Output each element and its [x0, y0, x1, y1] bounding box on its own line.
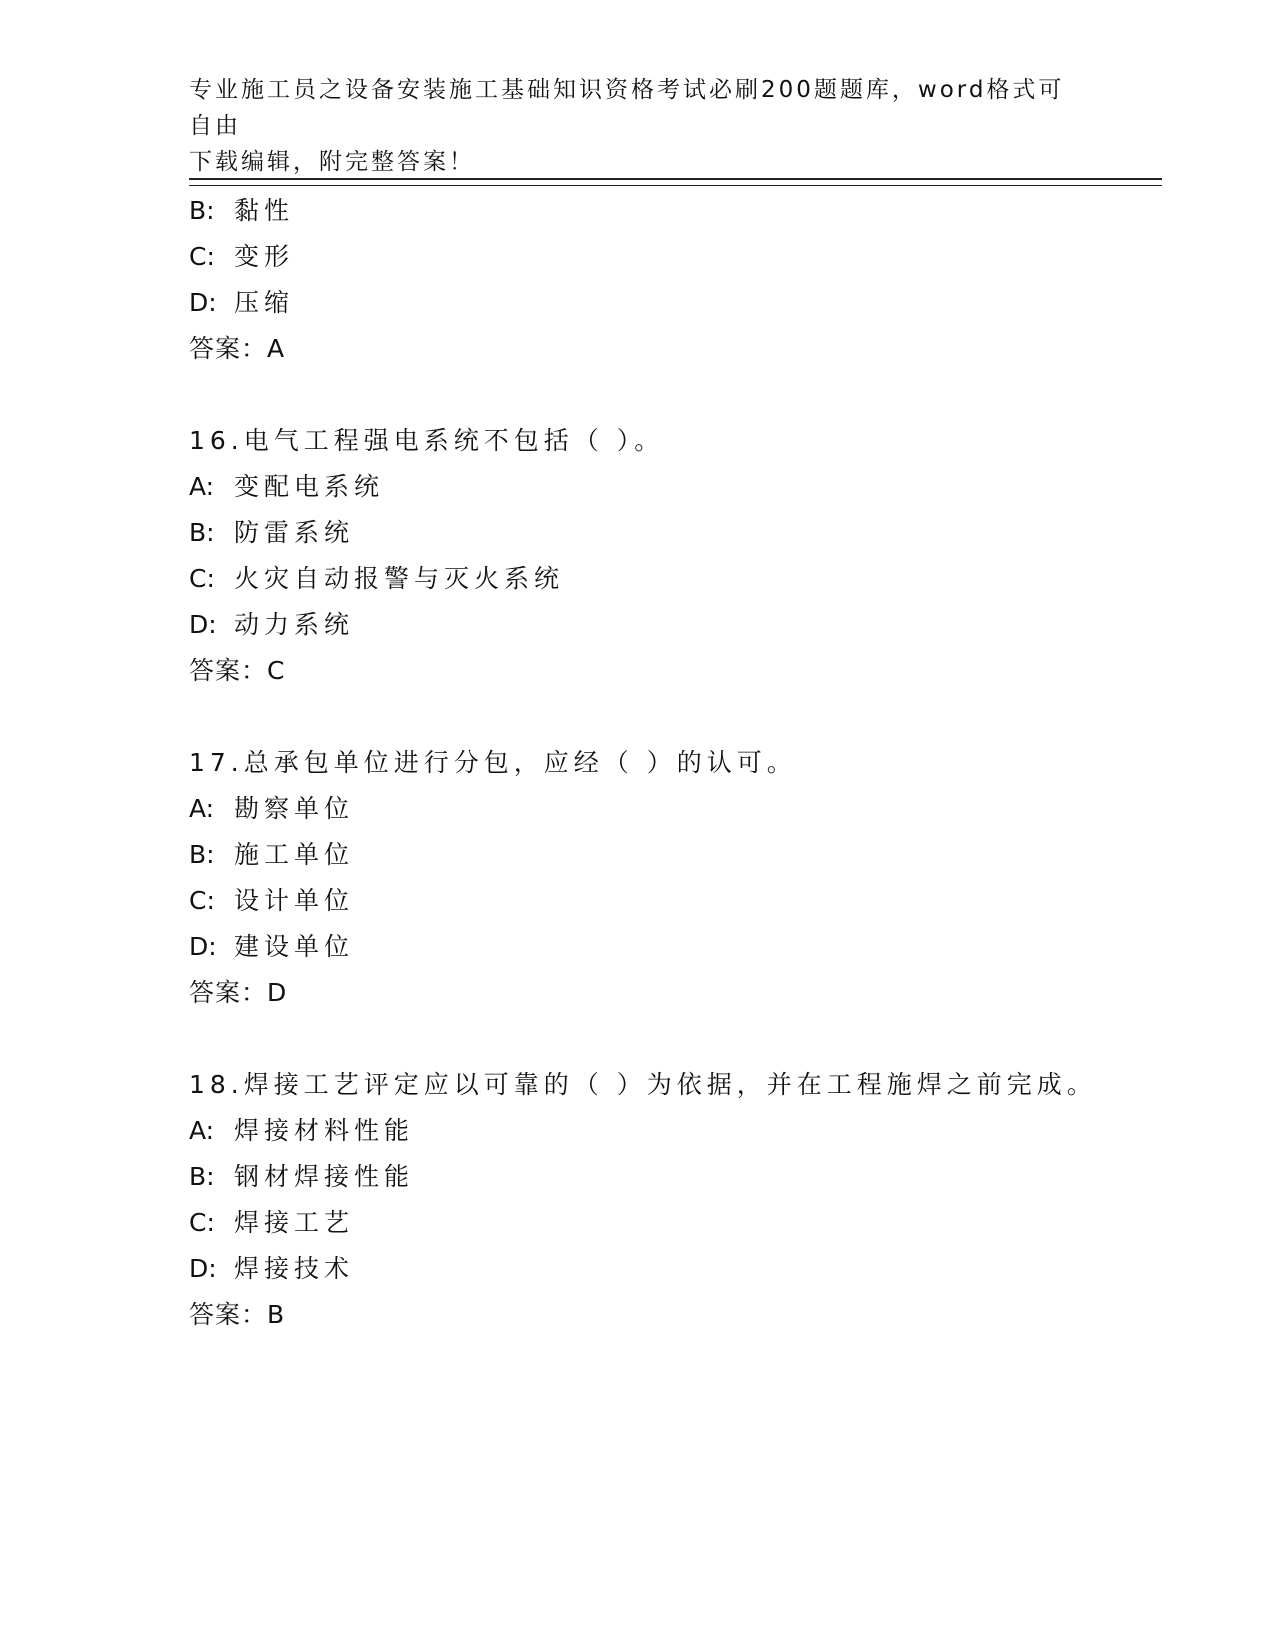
option-text: 变配电系统: [234, 472, 385, 501]
option-letter: D:: [189, 610, 217, 639]
option-letter: B:: [189, 840, 215, 869]
option-letter: D:: [189, 932, 217, 961]
question-list: [189, 188, 1169, 1338]
option-a: [189, 786, 1169, 832]
option-c: [189, 878, 1169, 924]
header-divider: [189, 178, 1162, 186]
option-c: [189, 556, 1169, 602]
option-b: [189, 188, 1169, 234]
option-text: 焊接技术: [234, 1254, 355, 1283]
option-text: 黏性: [234, 196, 295, 225]
option-c: [189, 1200, 1169, 1246]
option-letter: B:: [189, 518, 215, 547]
question-stem: 18.焊接工艺评定应以可靠的（ ）为依据，并在工程施焊之前完成。: [189, 1070, 1097, 1099]
option-text: 防雷系统: [234, 518, 355, 547]
option-b: [189, 1154, 1169, 1200]
option-letter: A:: [189, 472, 215, 501]
option-letter: C:: [189, 564, 215, 593]
option-text: 勘察单位: [234, 794, 355, 823]
option-text: 火灾自动报警与灭火系统: [234, 564, 565, 593]
option-b: [189, 832, 1169, 878]
option-text: 设计单位: [234, 886, 355, 915]
option-a: [189, 1108, 1169, 1154]
option-letter: C:: [189, 1208, 215, 1237]
spacer: [189, 372, 1169, 418]
option-d: [189, 1246, 1169, 1292]
option-b: [189, 510, 1169, 556]
answer-line: 答案：B: [189, 1300, 286, 1329]
question-partial: [189, 188, 1169, 372]
option-text: 施工单位: [234, 840, 355, 869]
option-letter: A:: [189, 1116, 215, 1145]
question-16: [189, 418, 1169, 694]
option-letter: D:: [189, 1254, 217, 1283]
option-text: 变形: [234, 242, 295, 271]
option-text: 建设单位: [234, 932, 355, 961]
option-letter: C:: [189, 242, 215, 271]
question-stem: 17.总承包单位进行分包，应经（ ）的认可。: [189, 748, 797, 777]
option-letter: A:: [189, 794, 215, 823]
option-letter: B:: [189, 1162, 215, 1191]
option-c: [189, 234, 1169, 280]
answer-line: 答案：C: [189, 656, 286, 685]
option-a: [189, 464, 1169, 510]
option-letter: C:: [189, 886, 215, 915]
option-text: 钢材焊接性能: [234, 1162, 415, 1191]
question-stem: 16.电气工程强电系统不包括（ ）。: [189, 426, 665, 455]
spacer: [189, 694, 1169, 740]
option-text: 焊接工艺: [234, 1208, 355, 1237]
option-letter: D:: [189, 288, 217, 317]
answer-line: 答案：A: [189, 334, 286, 363]
option-d: [189, 924, 1169, 970]
document-header: [189, 72, 1089, 180]
answer-line: 答案：D: [189, 978, 288, 1007]
option-d: [189, 602, 1169, 648]
header-line-2: 下载编辑，附完整答案！: [189, 149, 475, 175]
question-17: [189, 740, 1169, 1016]
header-line-1: 专业施工员之设备安装施工基础知识资格考试必刷200题题库，word格式可自由: [189, 77, 1065, 139]
option-text: 压缩: [234, 288, 295, 317]
spacer: [189, 1016, 1169, 1062]
option-text: 焊接材料性能: [234, 1116, 415, 1145]
option-d: [189, 280, 1169, 326]
question-18: [189, 1062, 1169, 1338]
option-letter: B:: [189, 196, 215, 225]
option-text: 动力系统: [234, 610, 355, 639]
